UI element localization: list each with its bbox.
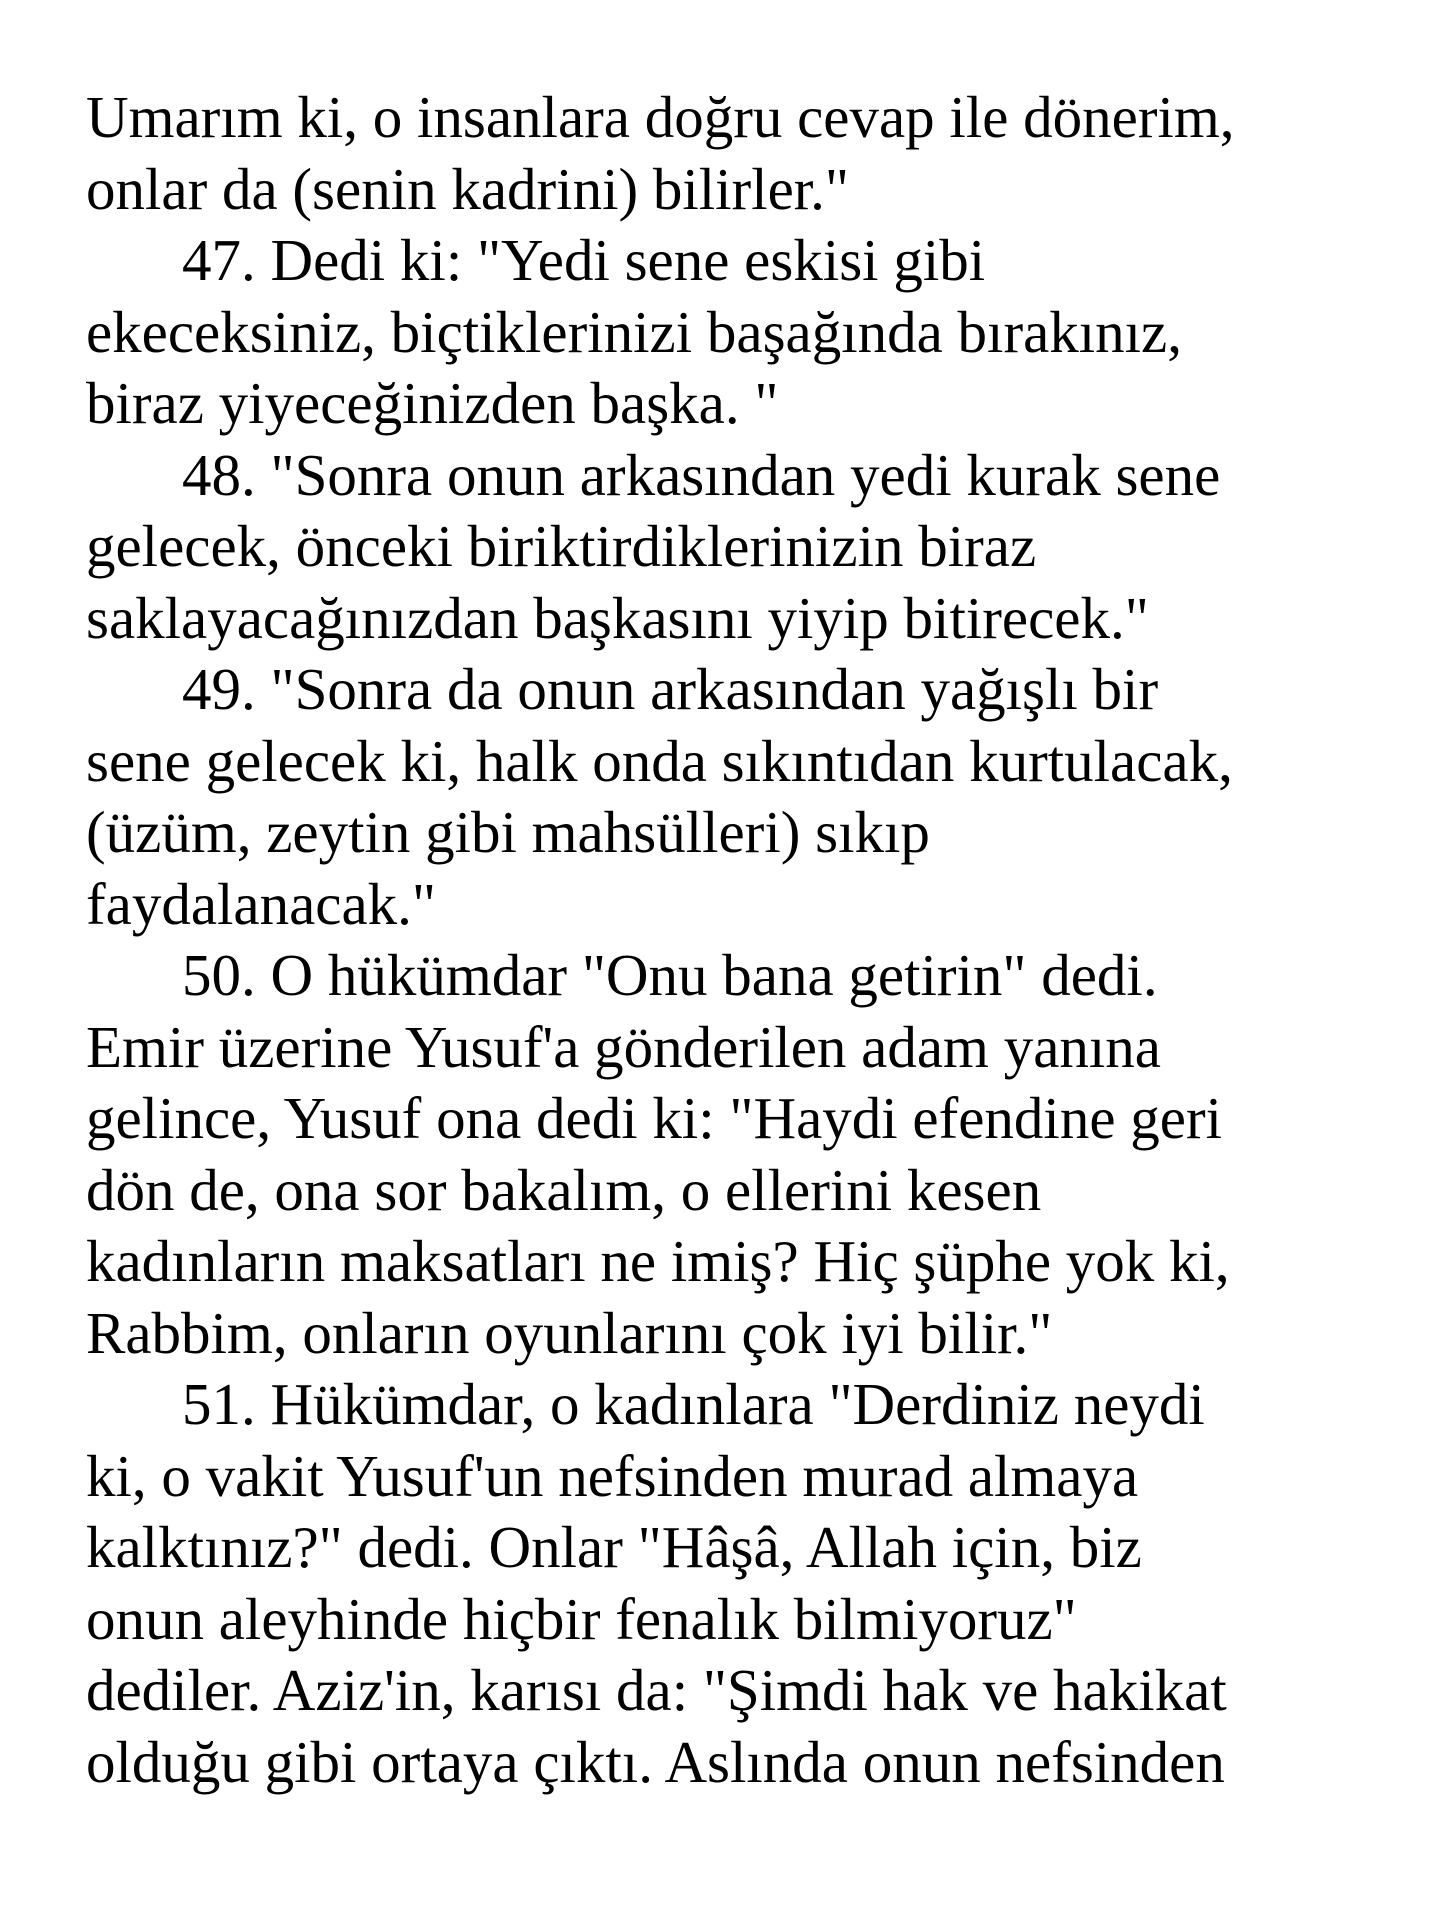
verse-50-start: 50. O hükümdar "Onu bana getirin" dedi. [182,942,1158,1008]
text-line: Emir üzerine Yusuf'a gönderilen adam yanına [86,1013,1161,1080]
text-line: kadınların maksatları ne imiş? Hiç şüphe yok ki, [86,1228,1230,1294]
verse-48-start: 48. "Sonra onun arkasından yedi kurak sene [182,441,1221,508]
text-line: sene gelecek ki, halk onda sıkıntıdan kurtulacak, [86,727,1233,794]
body-text [86,82,1406,1798]
text-line: kalktınız?" dedi. Onlar "Hâşâ, Allah için, biz [86,1514,1142,1580]
text-line: biraz yiyeceğinizden başka. " [86,370,779,436]
text-line: onlar da (senin kadrini) bilirler." [86,155,849,222]
text-line: Rabbim, onların oyunlarını çok iyi bilir." [86,1299,1053,1366]
text-line: onun aleyhinde hiçbir fenalık bilmiyoruz" [86,1585,1077,1652]
text-line: saklayacağınızdan başkasını yiyip bitirecek." [86,584,1149,651]
verse-47-start: 47. Dedi ki: "Yedi sene eskisi gibi [182,227,986,293]
text-line: olduğu gibi ortaya çıktı. Aslında onun nefsinden [86,1728,1225,1795]
text-line: dediler. Aziz'in, karısı da: "Şimdi hak ve hakikat [86,1657,1227,1723]
text-line: ki, o vakit Yusuf'un nefsinden murad almaya [86,1442,1139,1509]
text-line: faydalanacak." [86,870,436,937]
verse-51-start: 51. Hükümdar, o kadınlara "Derdiniz neydi [182,1371,1205,1437]
verse-49-start: 49. "Sonra da onun arkasından yağışlı bir [182,656,1159,722]
text-line: (üzüm, zeytin gibi mahsülleri) sıkıp [86,799,930,865]
text-line: Umarım ki, o insanlara doğru cevap ile dönerim, [86,84,1235,150]
text-line: ekeceksiniz, biçtiklerinizi başağında bırakınız, [86,298,1182,365]
text-line: dön de, ona sor bakalım, o ellerini kesen [86,1156,1042,1223]
text-line: gelince, Yusuf ona dedi ki: "Haydi efendine geri [86,1085,1222,1151]
text-line: gelecek, önceki biriktirdiklerinizin biraz [86,513,1037,579]
